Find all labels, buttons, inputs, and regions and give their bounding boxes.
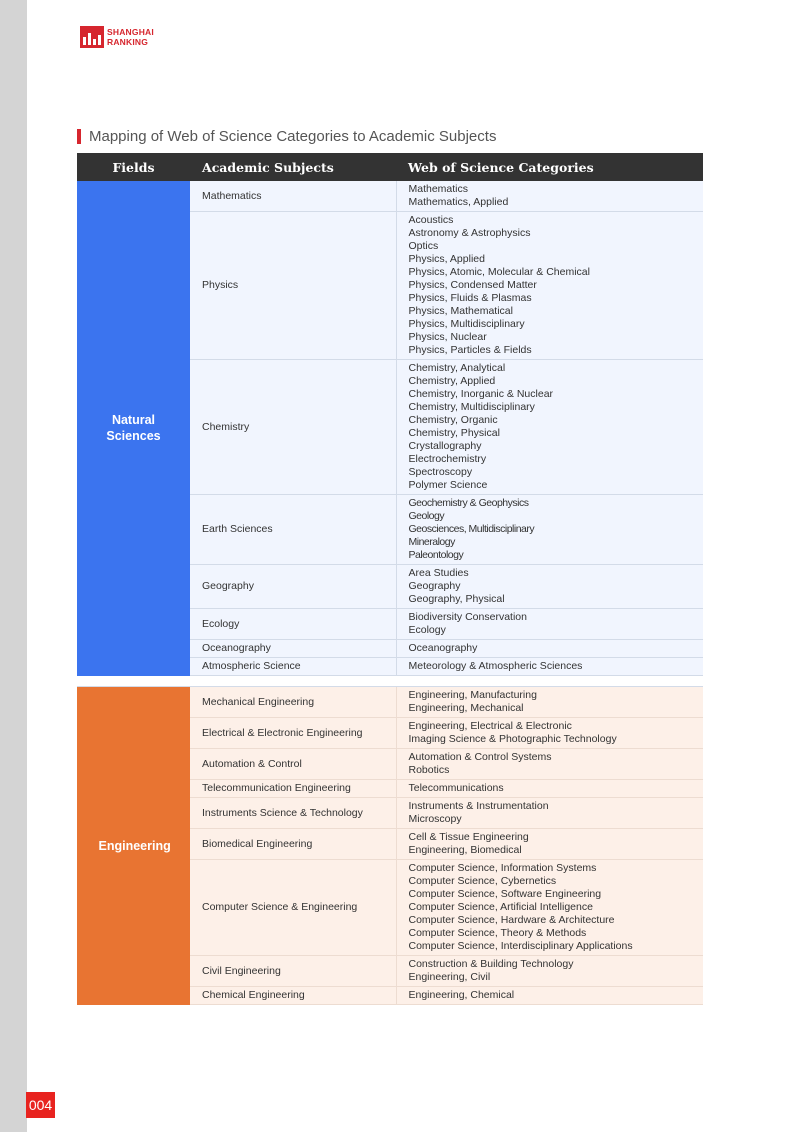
academic-subject-cell: Computer Science & Engineering [190,860,396,956]
academic-subject-cell: Chemistry [190,360,396,495]
field-label: Natural Sciences [106,413,161,444]
wos-category: Acoustics [408,214,454,226]
wos-categories-cell [396,181,703,212]
wos-category: Geology [408,510,445,522]
wos-category: Physics, Atomic, Molecular & Chemical [408,266,590,278]
group-separator [77,676,703,687]
field-cell [77,687,190,1005]
wos-category: Engineering, Mechanical [408,702,524,714]
table-body [77,181,703,1005]
wos-categories-cell [396,798,703,829]
wos-category: Area Studies [408,567,469,579]
wos-categories-cell [396,829,703,860]
wos-category: Construction & Building Technology [408,958,574,970]
wos-category: Chemistry, Inorganic & Nuclear [408,388,554,400]
wos-category: Astronomy & Astrophysics [408,227,531,239]
table-row [77,181,703,212]
academic-subject-cell: Ecology [190,609,396,640]
academic-subject-cell: Instruments Science & Technology [190,798,396,829]
wos-category: Computer Science, Interdisciplinary Applications [408,940,633,952]
logo-line1: SHANGHAI [107,27,154,37]
wos-category: Physics, Applied [408,253,485,265]
academic-subject-cell: Biomedical Engineering [190,829,396,860]
wos-category: Chemistry, Physical [408,427,500,439]
wos-category: Computer Science, Cybernetics [408,875,557,887]
wos-categories-cell [396,360,703,495]
logo-line2: RANKING [107,37,149,47]
wos-category: Instruments & Instrumentation [408,800,549,812]
wos-category: Engineering, Biomedical [408,844,522,856]
section-title [77,128,496,145]
wos-category: Computer Science, Hardware & Architecture [408,914,615,926]
wos-category: Geography [408,580,461,592]
wos-category: Polymer Science [408,479,488,491]
field-cell [77,181,190,676]
wos-category: Engineering, Civil [408,971,491,983]
academic-subject-cell: Geography [190,565,396,609]
wos-category: Computer Science, Theory & Methods [408,927,587,939]
wos-category: Engineering, Electrical & Electronic [408,720,572,732]
wos-category: Automation & Control Systems [408,751,552,763]
academic-subject-cell: Automation & Control [190,749,396,780]
field-label: Engineering [98,838,171,853]
wos-category: Chemistry, Analytical [408,362,506,374]
wos-category: Ecology [408,624,446,636]
wos-category: Physics, Particles & Fields [408,344,532,356]
wos-category: Meteorology & Atmospheric Sciences [408,660,583,672]
wos-category: Physics, Mathematical [408,305,513,317]
wos-category: Computer Science, Software Engineering [408,888,602,900]
wos-category: Cell & Tissue Engineering [408,831,529,843]
wos-category: Optics [408,240,439,252]
wos-categories-cell [396,987,703,1005]
wos-categories-cell [396,956,703,987]
table-header-row [77,153,703,181]
wos-category: Chemistry, Multidisciplinary [408,401,535,413]
wos-categories-cell [396,565,703,609]
wos-category: Imaging Science & Photographic Technology [408,733,617,745]
wos-category: Geography, Physical [408,593,505,605]
wos-categories-cell [396,495,703,565]
wos-categories-cell [396,780,703,798]
wos-category: Computer Science, Artificial Intelligence [408,901,593,913]
wos-category: Geosciences, Multidisciplinary [408,523,535,535]
wos-category: Engineering, Chemical [408,989,515,1001]
academic-subject-cell: Chemical Engineering [190,987,396,1005]
academic-subject-cell: Oceanography [190,640,396,658]
wos-category: Chemistry, Organic [408,414,498,426]
wos-category: Chemistry, Applied [408,375,496,387]
wos-category: Microscopy [408,813,462,825]
academic-subject-cell: Mechanical Engineering [190,687,396,718]
wos-category: Physics, Fluids & Plasmas [408,292,532,304]
wos-categories-cell [396,687,703,718]
column-header-fields: Fields [77,153,190,181]
wos-category: Physics, Nuclear [408,331,487,343]
academic-subject-cell: Atmospheric Science [190,658,396,676]
wos-category: Mathematics, Applied [408,196,509,208]
wos-categories-cell [396,212,703,360]
wos-category: Oceanography [408,642,478,654]
academic-subject-cell: Electrical & Electronic Engineering [190,718,396,749]
academic-subject-cell: Civil Engineering [190,956,396,987]
wos-category: Telecommunications [408,782,504,794]
wos-category: Electrochemistry [408,453,487,465]
logo-mark-icon [80,26,104,48]
wos-category: Geochemistry & Geophysics [408,497,529,509]
wos-category: Physics, Multidisciplinary [408,318,525,330]
academic-subject-cell: Earth Sciences [190,495,396,565]
wos-category: Physics, Condensed Matter [408,279,537,291]
wos-category: Robotics [408,764,450,776]
wos-categories-cell [396,860,703,956]
wos-categories-cell [396,658,703,676]
column-header-subjects: Academic Subjects [190,153,396,181]
table-row [77,687,703,718]
column-header-categories: Web of Science Categories [396,153,703,181]
wos-categories-cell [396,609,703,640]
academic-subject-cell: Physics [190,212,396,360]
wos-categories-cell [396,640,703,658]
section-title-text: Mapping of Web of Science Categories to Academic Subjects [89,128,497,145]
shanghai-ranking-logo [80,26,154,48]
logo-text [107,27,154,47]
title-accent-bar [77,129,81,144]
wos-category: Mathematics [408,183,469,195]
wos-category: Crystallography [408,440,482,452]
wos-category: Spectroscopy [408,466,473,478]
wos-category: Biodiversity Conservation [408,611,527,623]
academic-subject-cell: Mathematics [190,181,396,212]
academic-subject-cell: Telecommunication Engineering [190,780,396,798]
wos-categories-cell [396,718,703,749]
mapping-table [77,153,703,1005]
wos-category: Computer Science, Information Systems [408,862,597,874]
side-strip [0,0,27,1132]
wos-category: Paleontology [408,549,464,561]
wos-category: Engineering, Manufacturing [408,689,537,701]
page-number: 004 [26,1092,55,1118]
wos-category: Mineralogy [408,536,455,548]
wos-categories-cell [396,749,703,780]
